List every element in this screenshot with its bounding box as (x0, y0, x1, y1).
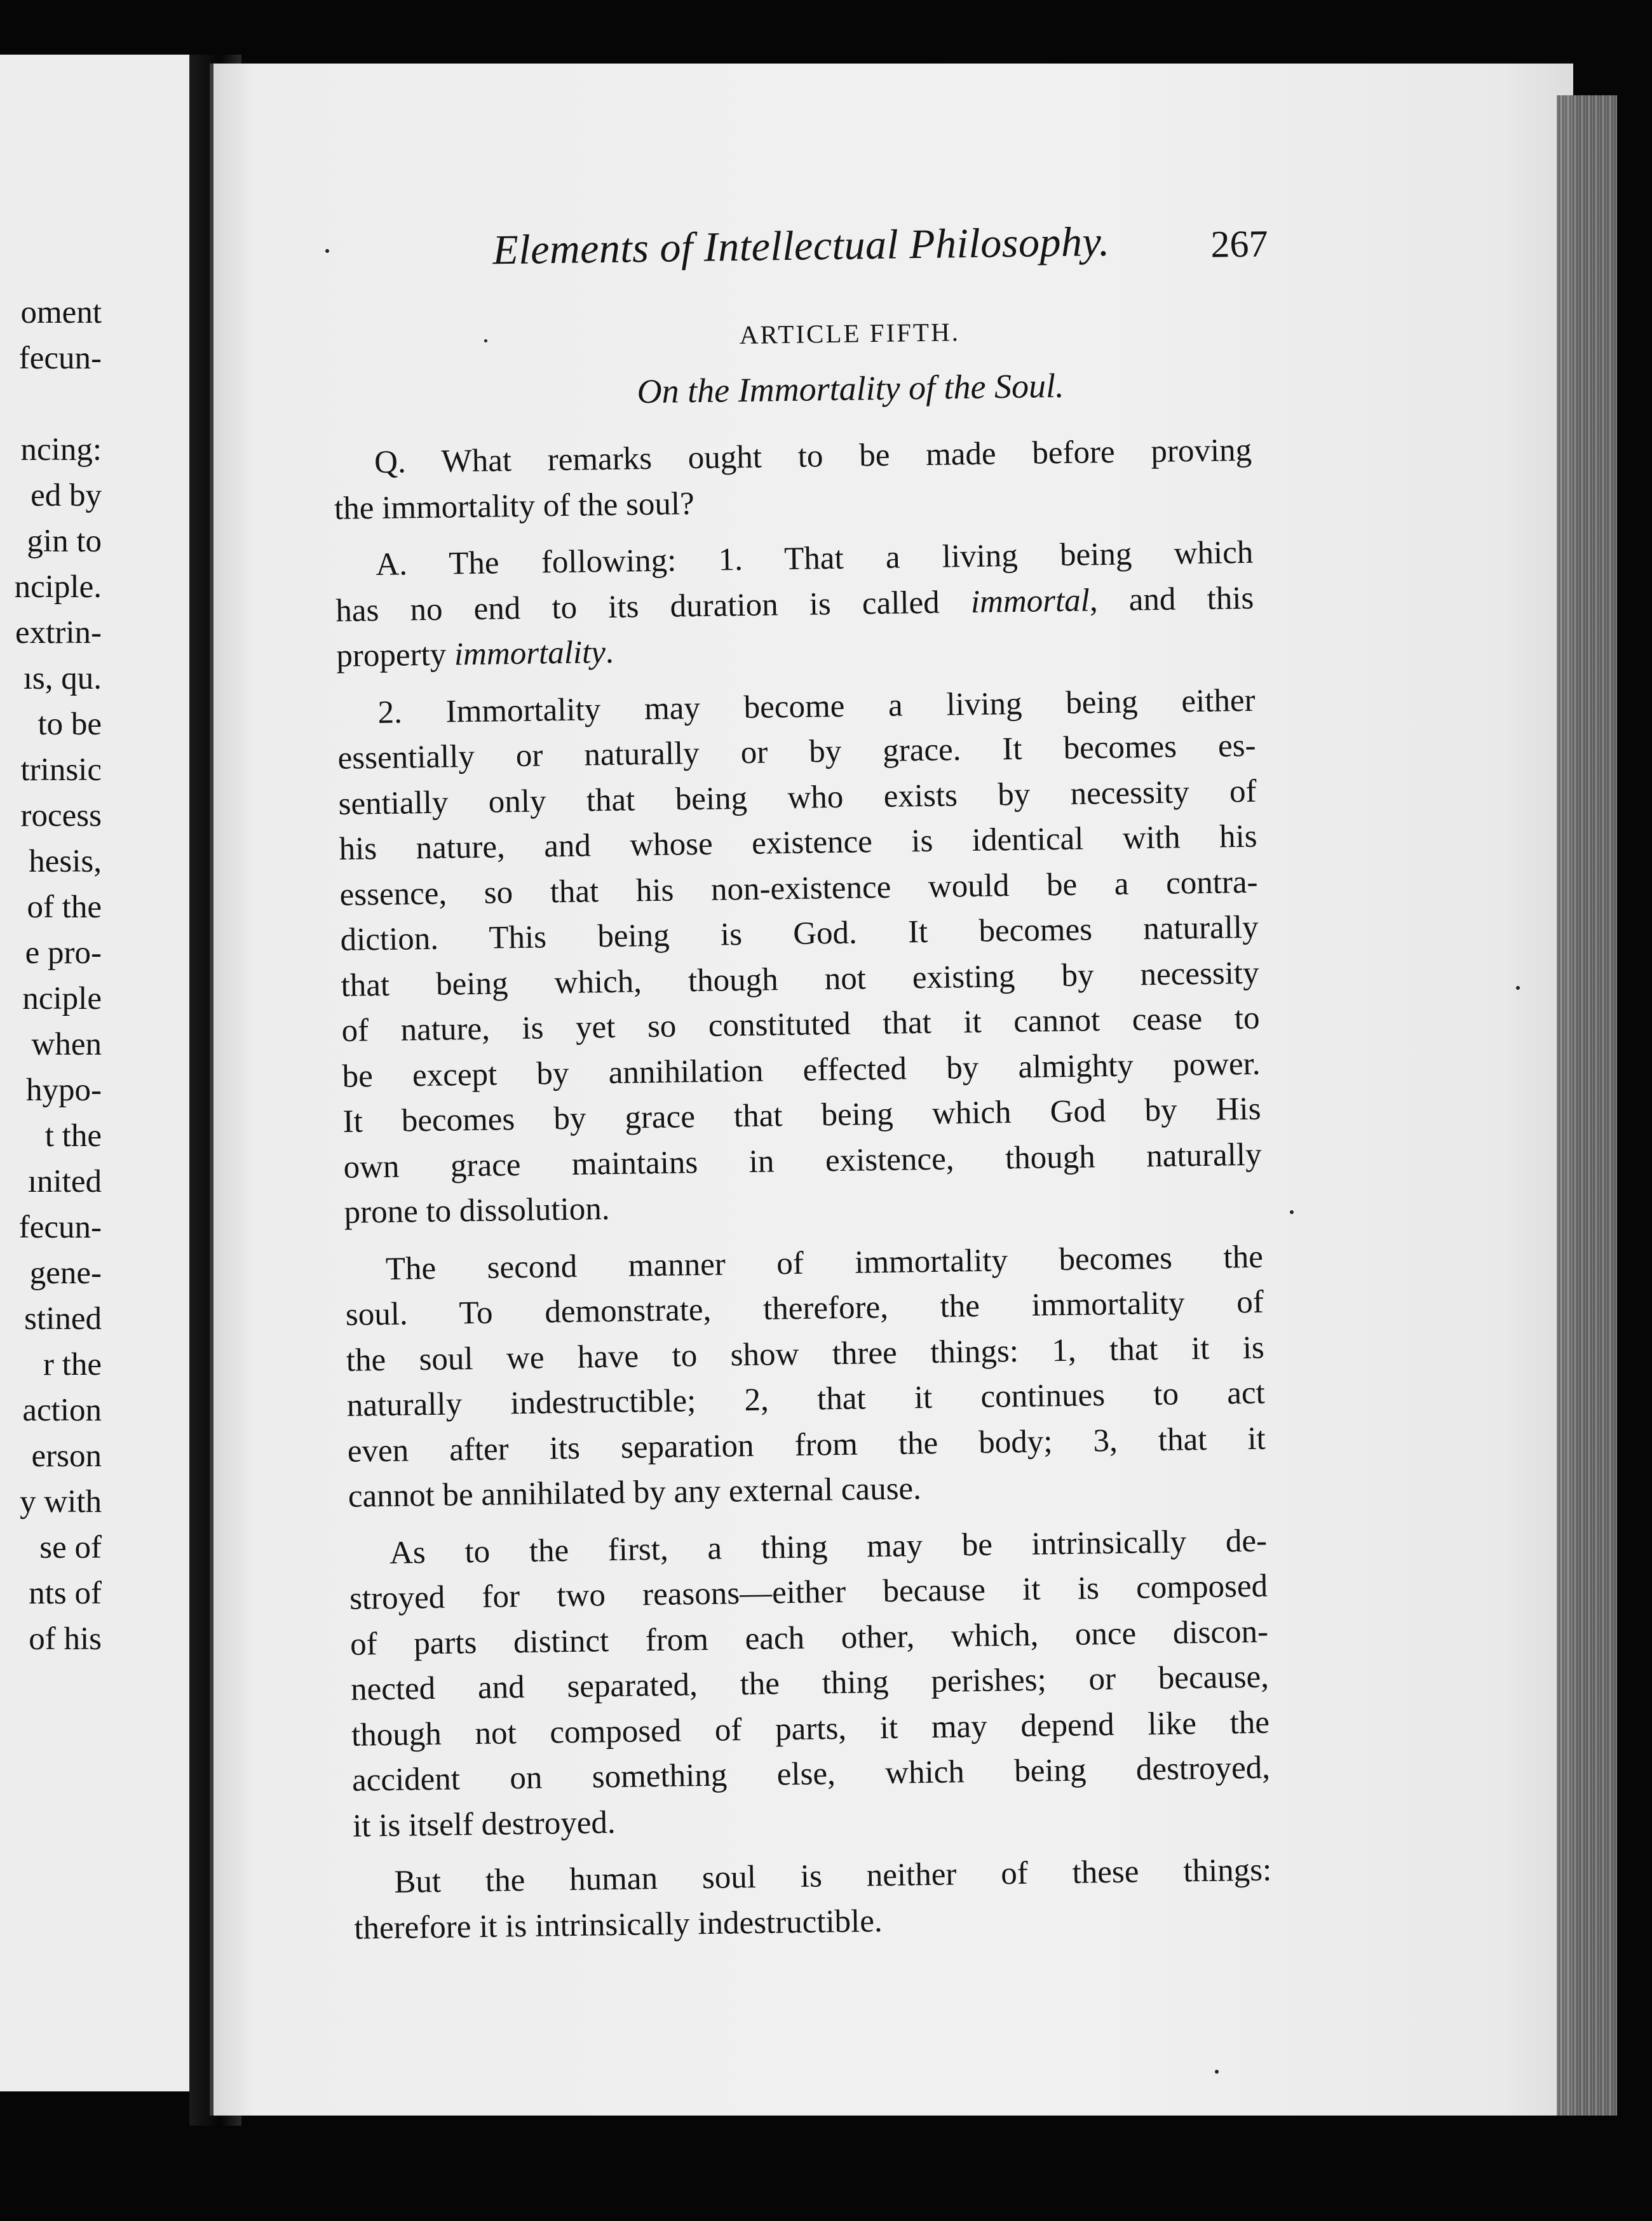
text-line: 2. Immortality may become a living being either (377, 682, 1256, 731)
text-line: it is itself destroyed. (352, 1804, 616, 1844)
left-page-line: ncing: (20, 432, 102, 468)
text-line: It becomes by grace that being which God by His (342, 1091, 1261, 1140)
text-line: even after its separation from the body; 3, that it (347, 1421, 1266, 1469)
speck (1516, 986, 1520, 990)
left-page-line: hesis, (29, 844, 102, 879)
left-page-line: ıs, qu. (23, 661, 102, 696)
text-line: A. The following: 1. That a living being which (376, 534, 1254, 583)
left-page-line: oment (20, 295, 102, 330)
paragraph (337, 678, 1263, 1236)
left-page-line: t the (44, 1118, 102, 1154)
text-line: of parts distinct from each other, which, once discon- (349, 1614, 1269, 1663)
speck (1215, 2070, 1219, 2074)
paragraph (344, 1234, 1266, 1520)
left-page-line: trinsic (20, 752, 102, 788)
left-page-line: hypo- (26, 1072, 102, 1108)
left-page-line: r the (43, 1347, 102, 1382)
paragraph (335, 530, 1255, 680)
running-title: Elements of Intellectual Philosophy. (492, 218, 1111, 274)
article-title: ARTICLE FIFTH. (739, 317, 961, 350)
left-page-line: nciple (22, 981, 102, 1016)
text-line: accident on something else, which being destroyed, (351, 1750, 1271, 1799)
text-line: sentially only that being who exists by necessity of (338, 773, 1257, 822)
text-line: the immortality of the soul? (334, 485, 695, 527)
text-line: stroyed for two reasons—either because it is composed (349, 1568, 1268, 1617)
left-page-line: of his (29, 1621, 102, 1657)
text-line: soul. To demonstrate, therefore, the immortality of (345, 1284, 1264, 1333)
left-page-line: fecun- (18, 341, 102, 376)
left-page-line: gin to (27, 523, 102, 559)
left-page-line: nciple. (14, 569, 102, 605)
left-page-line: action (22, 1393, 102, 1428)
text-line: property immortality. (336, 634, 614, 674)
text-line: of nature, is yet so constituted that it cannot cease to (341, 1000, 1260, 1049)
left-page-line (0, 381, 102, 427)
text-line: As to the first, a thing may be intrinsically de- (389, 1523, 1268, 1571)
page-content (330, 215, 1308, 1952)
left-page-line: ınited (27, 1164, 102, 1199)
text-line: that being which, though not existing by necessity (341, 955, 1259, 1004)
left-page-line: y with (20, 1484, 102, 1520)
paragraph (334, 428, 1253, 532)
text-line: prone to dissolution. (344, 1191, 610, 1231)
body-text (334, 428, 1273, 1952)
text-line: therefore it is intrinsically indestructible. (353, 1903, 883, 1947)
text-line: But the human soul is neither of these things: (393, 1852, 1272, 1900)
left-page-line: ed by (30, 478, 102, 513)
paragraph (349, 1518, 1271, 1849)
left-page-line: to be (37, 706, 102, 742)
text-line: cannot be annihilated by any external cause. (348, 1471, 922, 1515)
left-page-line: of the (27, 889, 102, 925)
text-line: own grace maintains in existence, though naturally (343, 1137, 1262, 1185)
text-line: the soul we have to show three things: 1, that it is (346, 1330, 1265, 1379)
text-line: essentially or naturally or by grace. It becomes es- (337, 727, 1256, 776)
running-head (330, 215, 1284, 299)
left-page-line: e pro- (25, 935, 102, 971)
text-line: Q. What remarks ought to be made before proving (374, 432, 1252, 481)
text-line: naturally indestructible; 2, that it continues to act (346, 1375, 1266, 1424)
left-page-line: nts of (29, 1576, 102, 1611)
left-page-line: fecun- (18, 1210, 102, 1245)
speck (484, 339, 487, 342)
page-edge (1557, 95, 1617, 2116)
text-line: essence, so that his non-existence would be a contra- (339, 864, 1258, 913)
left-page-line: erson (31, 1438, 102, 1474)
left-page-line: se of (39, 1530, 102, 1565)
text-line: The second manner of immortality becomes the (385, 1239, 1264, 1287)
text-line: though not composed of parts, it may depend like the (351, 1705, 1270, 1753)
text-line: diction. This being is God. It becomes naturally (340, 909, 1259, 958)
page-number: 267 (1210, 222, 1268, 266)
left-page-line: when (31, 1027, 102, 1062)
left-page-line: extrin- (15, 615, 102, 651)
text-line: be except by annihilation effected by almighty power. (342, 1046, 1261, 1095)
text-line: nected and separated, the thing perishes; or because, (350, 1659, 1269, 1708)
speck (325, 249, 329, 253)
speck (1290, 1210, 1294, 1214)
left-page-text (0, 290, 102, 1662)
left-page-line: gene- (29, 1255, 102, 1291)
text-line: his nature, and whose existence is identical with his (339, 818, 1257, 867)
text-line: has no end to its duration is called immortal, and this (335, 580, 1254, 629)
paragraph (353, 1848, 1273, 1952)
left-page (0, 55, 189, 2091)
section-title: On the Immortality of the Soul. (637, 366, 1064, 411)
left-page-line: rocess (20, 798, 102, 834)
left-page-line: stined (24, 1301, 102, 1337)
